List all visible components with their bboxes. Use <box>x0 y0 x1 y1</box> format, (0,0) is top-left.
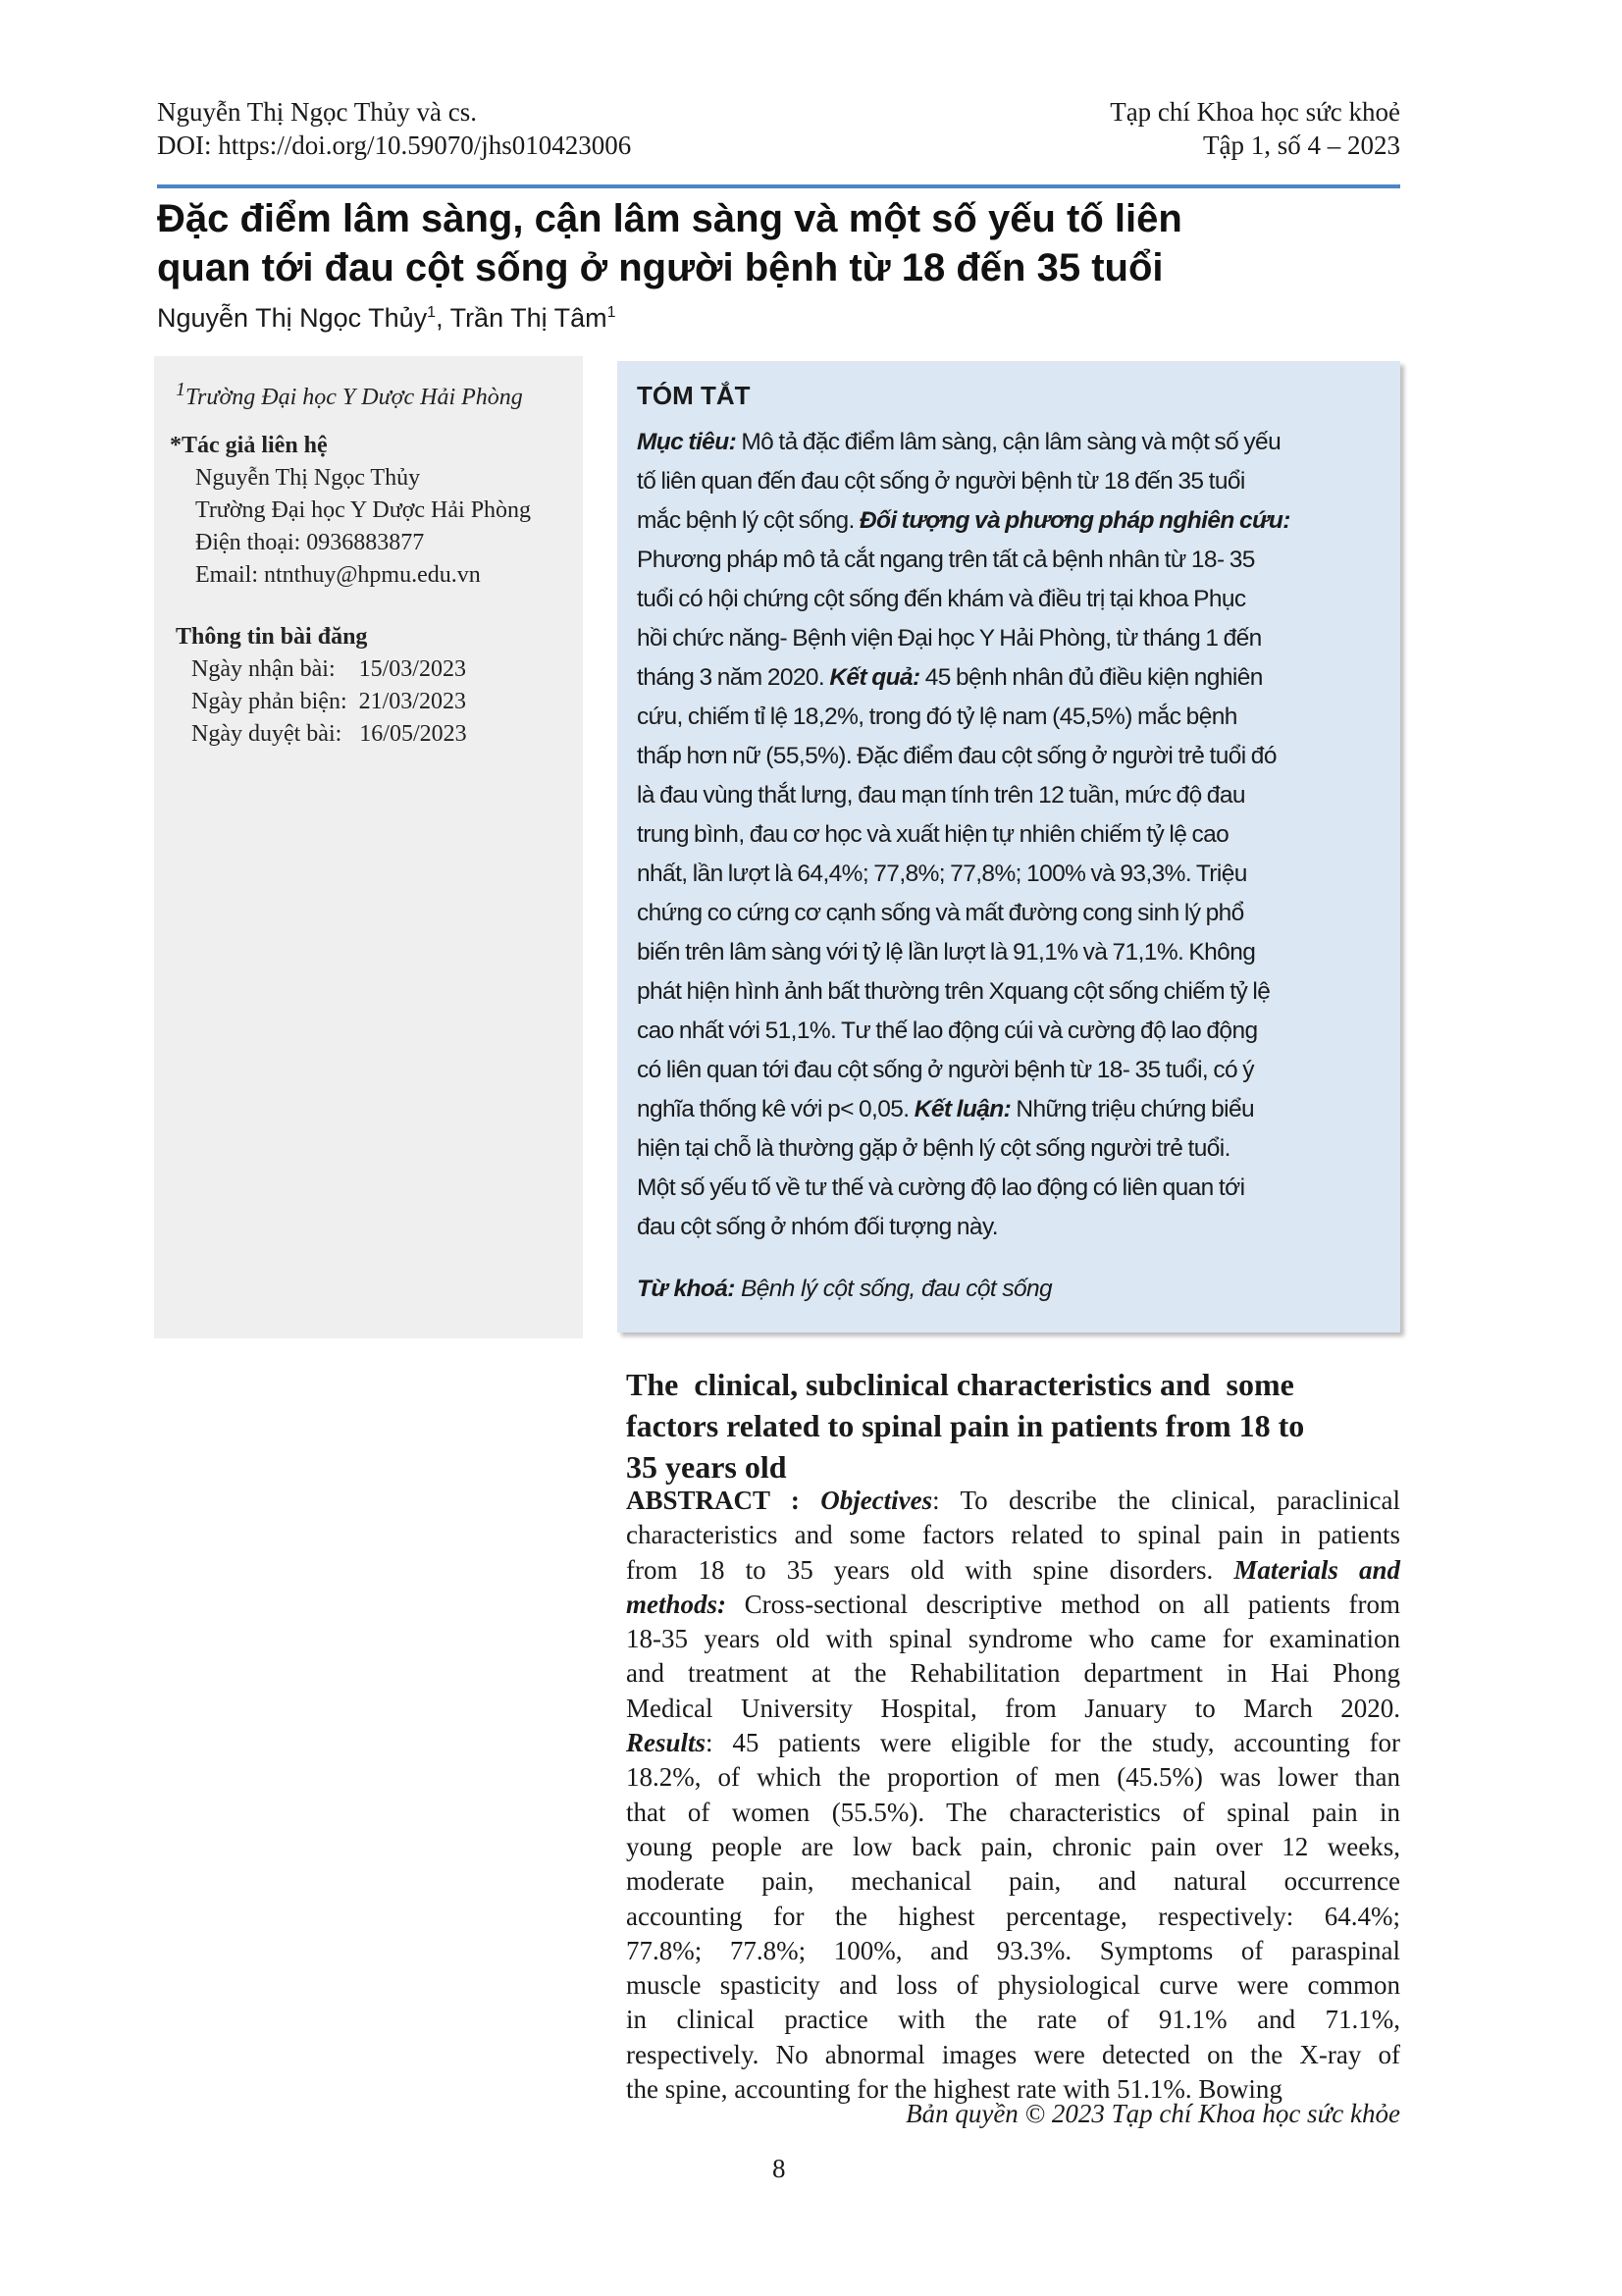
text-run: mắc bệnh lý cột sống. <box>637 507 860 534</box>
header-authors: Nguyễn Thị Ngọc Thủy và cs. <box>157 97 477 127</box>
author-affiliation-mark: 1 <box>606 304 616 321</box>
english-abstract-line <box>626 1726 1400 1760</box>
text-run: tháng 3 năm 2020. <box>637 664 830 691</box>
abstract-line <box>637 1208 1383 1247</box>
text-run: là đau vùng thắt lưng, đau mạn tính trên 12 tuần, mức độ đau <box>637 782 1245 809</box>
english-abstract-line <box>626 1900 1400 1934</box>
abstract-line <box>637 855 1383 894</box>
text-run: moderate pain, mechanical pain, and natural occurrence <box>626 1866 1400 1897</box>
abstract-line <box>637 462 1383 501</box>
text-run: in clinical practice with the rate of 91.1% and 71.1%, <box>626 2005 1400 2035</box>
english-title-line-3: 35 years old <box>626 1449 787 1485</box>
page-number: 8 <box>772 2154 786 2183</box>
text-run: nhất, lần lượt là 64,4%; 77,8%; 77,8%; 100% và 93,3%. Triệu <box>637 861 1247 887</box>
section-label: ABSTRACT : <box>626 1486 821 1515</box>
header-volume: Tập 1, số 4 – 2023 <box>1203 130 1400 160</box>
keywords <box>637 1276 1052 1303</box>
header-divider <box>157 184 1400 188</box>
text-run: cứu, chiếm tỉ lệ 18,2%, trong đó tỷ lệ nam (45,5%) mắc bệnh <box>637 704 1237 730</box>
abstract-line <box>637 423 1383 462</box>
emphasis-label: Results <box>626 1728 706 1758</box>
date-reviewed: Ngày phản biện: 21/03/2023 <box>191 689 466 714</box>
text-run: 18-35 years old with spinal syndrome who came for examination <box>626 1624 1400 1654</box>
text-run: chứng co cứng cơ cạnh sống và mất đường cong sinh lý phổ <box>637 900 1244 926</box>
emphasis-label: Kết quả: <box>829 664 920 691</box>
corresponding-author-phone: Điện thoại: 0936883877 <box>195 530 425 555</box>
emphasis-label: Mục tiêu: <box>637 429 737 455</box>
english-abstract-line <box>626 1518 1400 1552</box>
text-run: : 45 patients were eligible for the study, accounting for <box>706 1728 1400 1758</box>
author-name: Trần Thị Tâm <box>449 303 607 333</box>
corresponding-author-institution: Trường Đại học Y Dược Hải Phòng <box>195 497 532 523</box>
english-abstract-line <box>626 1760 1400 1795</box>
abstract-line <box>637 619 1383 658</box>
text-run: respectively. No abnormal images were detected on the X-ray of <box>626 2039 1400 2069</box>
english-abstract-body <box>626 1484 1400 2107</box>
text-run: 18.2%, of which the proportion of men (45.5%) was lower than <box>626 1762 1400 1793</box>
keywords-label: Từ khoá: <box>637 1276 735 1302</box>
emphasis-label: Đối tượng và phương pháp nghiên cứu: <box>859 507 1290 534</box>
running-header-right <box>1110 95 1400 162</box>
title-line-2: quan tới đau cột sống ở người bệnh từ 18 đến 35 tuổi <box>157 246 1164 289</box>
text-run: and treatment at the Rehabilitation department in Hai Phong <box>626 1658 1400 1689</box>
text-run: accounting for the highest percentage, respectively: 64.4%; <box>626 1901 1400 1931</box>
text-run: 77.8%; 77.8%; 100%, and 93.3%. Symptoms of paraspinal <box>626 1935 1400 1965</box>
text-run: biến trên lâm sàng với tỷ lệ lần lượt là 91,1% và 71,1%. Không <box>637 939 1256 965</box>
english-title-line-1: The clinical, subclinical characteristics and some <box>626 1367 1294 1402</box>
text-run: Cross-sectional descriptive method on all patients from <box>726 1589 1400 1619</box>
date-accepted: Ngày duyệt bài: 16/05/2023 <box>191 721 467 747</box>
text-run: nghĩa thống kê với p< 0,05. <box>637 1096 915 1122</box>
text-run: Một số yếu tố về tư thế và cường độ lao động có liên quan tới <box>637 1174 1245 1201</box>
english-abstract-line <box>626 1864 1400 1899</box>
english-title-line-2: factors related to spinal pain in patients from 18 to <box>626 1408 1305 1443</box>
publication-info-label: Thông tin bài đăng <box>176 624 368 650</box>
abstract-line <box>637 1090 1383 1129</box>
title-line-1: Đặc điểm lâm sàng, cận lâm sàng và một số yếu tố liên <box>157 197 1182 240</box>
author-affiliation-mark: 1 <box>427 304 437 321</box>
abstract-line <box>637 1012 1383 1051</box>
abstract-line <box>637 776 1383 815</box>
english-abstract-line <box>626 1692 1400 1726</box>
english-abstract-line <box>626 2038 1400 2072</box>
abstract-line <box>637 580 1383 619</box>
text-run: Những triệu chứng biểu <box>1011 1096 1255 1122</box>
vietnamese-abstract-box <box>617 361 1400 1332</box>
abstract-line <box>637 1169 1383 1208</box>
text-run: có liên quan tới đau cột sống ở người bệnh từ 18- 35 tuổi, có ý <box>637 1057 1254 1083</box>
author-separator: , <box>436 303 450 333</box>
abstract-line <box>637 1051 1383 1090</box>
article-title <box>157 194 1413 292</box>
header-journal: Tạp chí Khoa học sức khoẻ <box>1110 97 1400 127</box>
author-name: Nguyễn Thị Ngọc Thủy <box>157 303 428 333</box>
text-run: Medical University Hospital, from January to March 2020. <box>626 1693 1400 1723</box>
english-abstract-line <box>626 1588 1400 1622</box>
date-received: Ngày nhận bài: 15/03/2023 <box>191 656 466 682</box>
text-run: the spine, accounting for the highest rate with 51.1%. Bowing <box>626 2074 1282 2105</box>
article-info-sidebar <box>154 356 583 1338</box>
copyright-notice: Bản quyền © 2023 Tạp chí Khoa học sức khỏe <box>906 2099 1400 2128</box>
text-run: : To describe the clinical, paraclinical <box>932 1486 1400 1515</box>
abstract-line <box>637 658 1383 698</box>
abstract-line <box>637 933 1383 972</box>
english-title <box>626 1364 1401 1487</box>
abstract-heading: TÓM TẮT <box>637 381 751 410</box>
abstract-line <box>637 541 1383 580</box>
affiliation <box>176 374 523 414</box>
text-run: Mô tả đặc điểm lâm sàng, cận lâm sàng và một số yếu <box>736 429 1282 455</box>
abstract-line <box>637 501 1383 541</box>
text-run: muscle spasticity and loss of physiological curve were common <box>626 1970 1400 2001</box>
affiliation-mark: 1 <box>176 379 185 400</box>
author-list <box>157 296 616 335</box>
text-run: đau cột sống ở nhóm đối tượng này. <box>637 1214 998 1240</box>
abstract-body <box>637 423 1383 1247</box>
text-run: cao nhất với 51,1%. Tư thế lao động cúi và cường độ lao động <box>637 1018 1258 1044</box>
text-run: thấp hơn nữ (55,5%). Đặc điểm đau cột sống ở người trẻ tuổi đó <box>637 743 1277 769</box>
keywords-text: Bệnh lý cột sống, đau cột sống <box>734 1276 1053 1302</box>
header-doi: DOI: https://doi.org/10.59070/jhs010423006 <box>157 130 632 160</box>
english-abstract-line <box>626 1934 1400 1968</box>
corresponding-author-label: *Tác giả liên hệ <box>170 433 328 458</box>
running-header-left <box>157 95 631 162</box>
corresponding-author-name: Nguyễn Thị Ngọc Thủy <box>195 465 421 491</box>
abstract-line <box>637 815 1383 855</box>
abstract-line <box>637 894 1383 933</box>
emphasis-label: Objectives <box>820 1486 933 1515</box>
english-abstract-line <box>626 1622 1400 1656</box>
text-run: that of women (55.5%). The characteristics of spinal pain in <box>626 1797 1400 1827</box>
text-run: from 18 to 35 years old with spine disorders. <box>626 1554 1234 1585</box>
english-abstract-line <box>626 1553 1400 1588</box>
text-run: 45 bệnh nhân đủ điều kiện nghiên <box>919 664 1263 691</box>
abstract-line <box>637 698 1383 737</box>
text-run: Phương pháp mô tả cắt ngang trên tất cả bệnh nhân từ 18- 35 <box>637 547 1255 573</box>
english-abstract-line <box>626 1830 1400 1864</box>
text-run: characteristics and some factors related to spinal pain in patients <box>626 1520 1400 1550</box>
emphasis-label: Materials and <box>1233 1554 1400 1585</box>
text-run: young people are low back pain, chronic pain over 12 weeks, <box>626 1831 1400 1861</box>
affiliation-text: Trường Đại học Y Dược Hải Phòng <box>185 385 523 410</box>
text-run: phát hiện hình ảnh bất thường trên Xquang cột sống chiếm tỷ lệ <box>637 978 1271 1005</box>
english-abstract-line <box>626 1484 1400 1518</box>
english-abstract-line <box>626 2003 1400 2037</box>
text-run: tuổi có hội chứng cột sống đến khám và điều trị tại khoa Phục <box>637 586 1246 612</box>
english-abstract-line <box>626 1656 1400 1691</box>
text-run: tố liên quan đến đau cột sống ở người bệnh từ 18 đến 35 tuổi <box>637 468 1245 495</box>
emphasis-label: Kết luận: <box>914 1096 1012 1122</box>
abstract-line <box>637 972 1383 1012</box>
text-run: trung bình, đau cơ học và xuất hiện tự nhiên chiếm tỷ lệ cao <box>637 821 1230 848</box>
abstract-line <box>637 737 1383 776</box>
emphasis-label: methods: <box>626 1589 727 1619</box>
abstract-line <box>637 1129 1383 1169</box>
text-run: hiện tại chỗ là thường gặp ở bệnh lý cột sống người trẻ tuổi. <box>637 1135 1230 1162</box>
english-abstract-line <box>626 1968 1400 2003</box>
corresponding-author-email: Email: ntnthuy@hpmu.edu.vn <box>195 562 481 588</box>
english-abstract-line <box>626 1796 1400 1830</box>
text-run: hồi chức năng- Bệnh viện Đại học Y Hải Phòng, từ tháng 1 đến <box>637 625 1262 652</box>
